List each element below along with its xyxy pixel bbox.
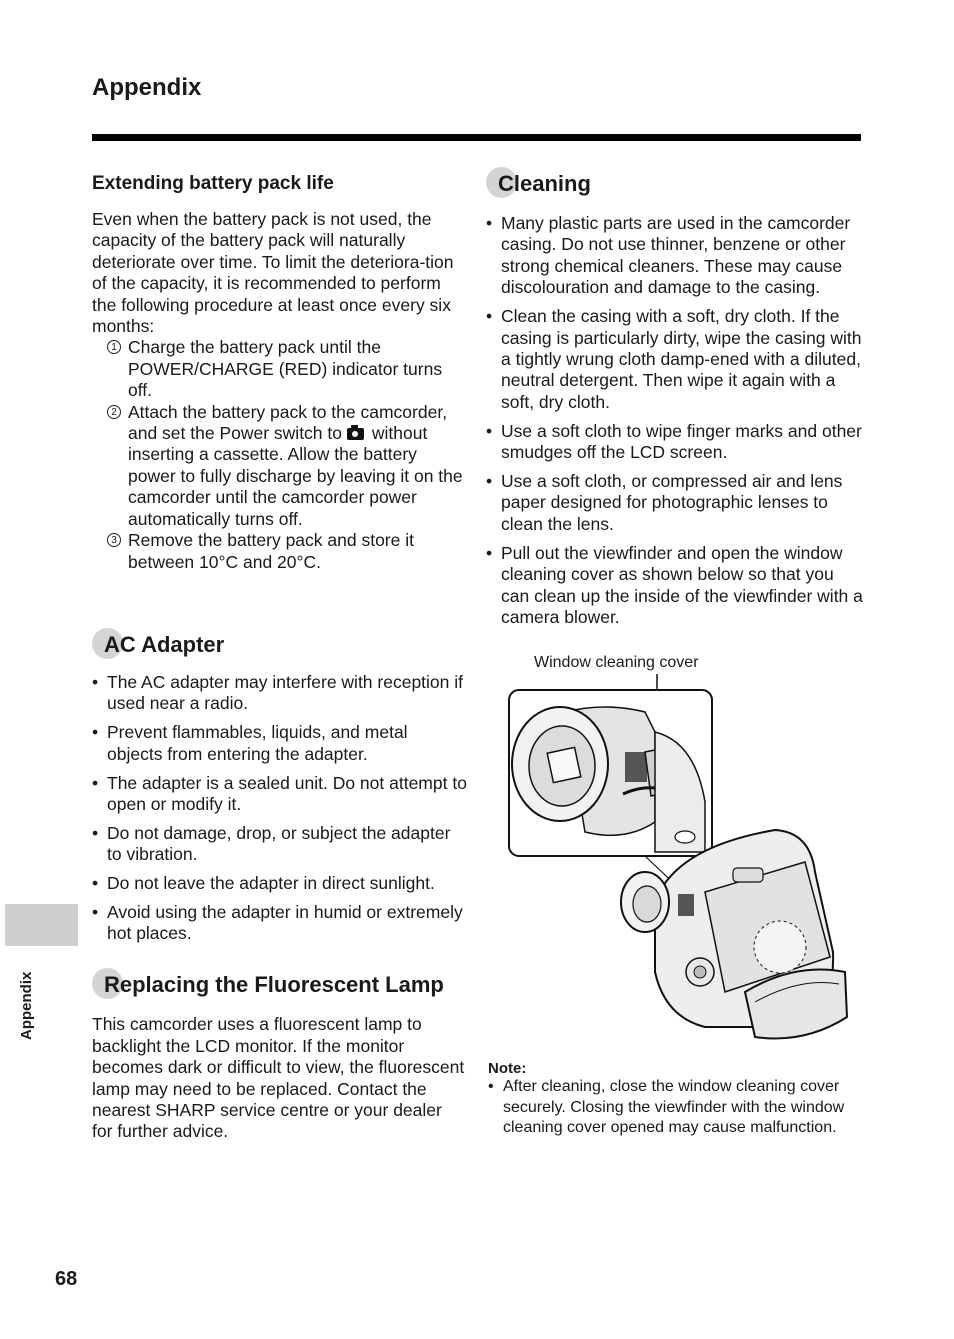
step-text-continued: without inserting a cassette. Allow the battery power to fully discharge by leaving it on the camcorder until the camcorder power automatically turns off. <box>128 423 463 529</box>
list-item: • The AC adapter may interfere with reception if used near a radio. <box>92 672 467 715</box>
page-title: Appendix <box>92 74 202 101</box>
lamp-body: This camcorder uses a fluorescent lamp to backlight the LCD monitor. If the monitor becomes dark or difficult to view, the fluorescent lamp may need to be replaced. Contact the nearest SHARP service centre or your dealer for further advice. <box>92 1014 465 1142</box>
battery-steps <box>92 337 467 572</box>
camera-icon <box>347 428 364 440</box>
list-item: • Many plastic parts are used in the camcorder casing. Do not use thinner, benzene or other strong chemical cleaners. These may cause discolouration and damage to the casing. <box>486 213 864 299</box>
step-number: 1 <box>107 340 121 354</box>
side-tab <box>5 904 78 946</box>
battery-step <box>107 337 467 401</box>
list-item: • After cleaning, close the window cleaning cover securely. Closing the viewfinder with the window cleaning cover opened may cause malfunction. <box>488 1077 848 1139</box>
ac-adapter-heading: AC Adapter <box>92 631 467 658</box>
list-item: • Prevent flammables, liquids, and metal objects from entering the adapter. <box>92 722 467 765</box>
list-item: • Do not leave the adapter in direct sunlight. <box>92 873 467 894</box>
list-item: • Clean the casing with a soft, dry cloth. If the casing is particularly dirty, wipe the casing with a tightly wrung cloth damp-ened with a diluted, neutral detergent. Then wipe it again with a soft, dry cloth. <box>486 306 864 413</box>
note-list <box>488 1077 848 1139</box>
note-label: Note: <box>488 1060 527 1077</box>
ac-adapter-list <box>92 672 467 945</box>
list-item: • Use a soft cloth, or compressed air and lens paper designed for photographic lenses to clean the lens. <box>486 471 864 535</box>
list-item: • Pull out the viewfinder and open the window cleaning cover as shown below so that you can clean up the inside of the viewfinder with a camera blower. <box>486 543 864 629</box>
step-number: 2 <box>107 405 121 419</box>
step-text: Remove the battery pack and store it between 10°C and 20°C. <box>128 530 414 572</box>
list-item: • The adapter is a sealed unit. Do not attempt to open or modify it. <box>92 773 467 816</box>
step-number: 3 <box>107 533 121 547</box>
battery-intro: Even when the battery pack is not used, the capacity of the battery pack will naturally deteriorate over time. To limit the deteriora-tion of the capacity, it is recommended to perform the following procedure at least once every six months: <box>92 209 454 337</box>
cleaning-heading: Cleaning <box>486 170 864 197</box>
step-text: Attach the battery pack to the camcorder, and set the Power switch to <box>128 401 448 444</box>
title-rule <box>92 134 861 141</box>
battery-step <box>107 530 467 573</box>
page-number: 68 <box>55 1268 78 1290</box>
battery-step <box>107 402 467 530</box>
cleaning-cover-icon <box>625 752 647 782</box>
right-column <box>486 170 864 636</box>
lamp-heading: Replacing the Fluorescent Lamp <box>92 971 467 998</box>
step-text: Charge the battery pack until the POWER/CHARGE (RED) indicator turns off. <box>128 337 443 401</box>
left-column <box>92 173 467 1143</box>
list-item: • Use a soft cloth to wipe finger marks and other smudges off the LCD screen. <box>486 421 864 464</box>
list-item: • Do not damage, drop, or subject the adapter to vibration. <box>92 823 467 866</box>
cleaning-list <box>486 213 864 628</box>
note-block <box>488 1060 848 1139</box>
battery-heading: Extending battery pack life <box>92 173 334 194</box>
side-label: Appendix <box>18 971 35 1040</box>
list-item: • Avoid using the adapter in humid or extremely hot places. <box>92 902 467 945</box>
camcorder-illustration <box>505 672 855 1048</box>
illustration-caption: Window cleaning cover <box>534 654 699 671</box>
